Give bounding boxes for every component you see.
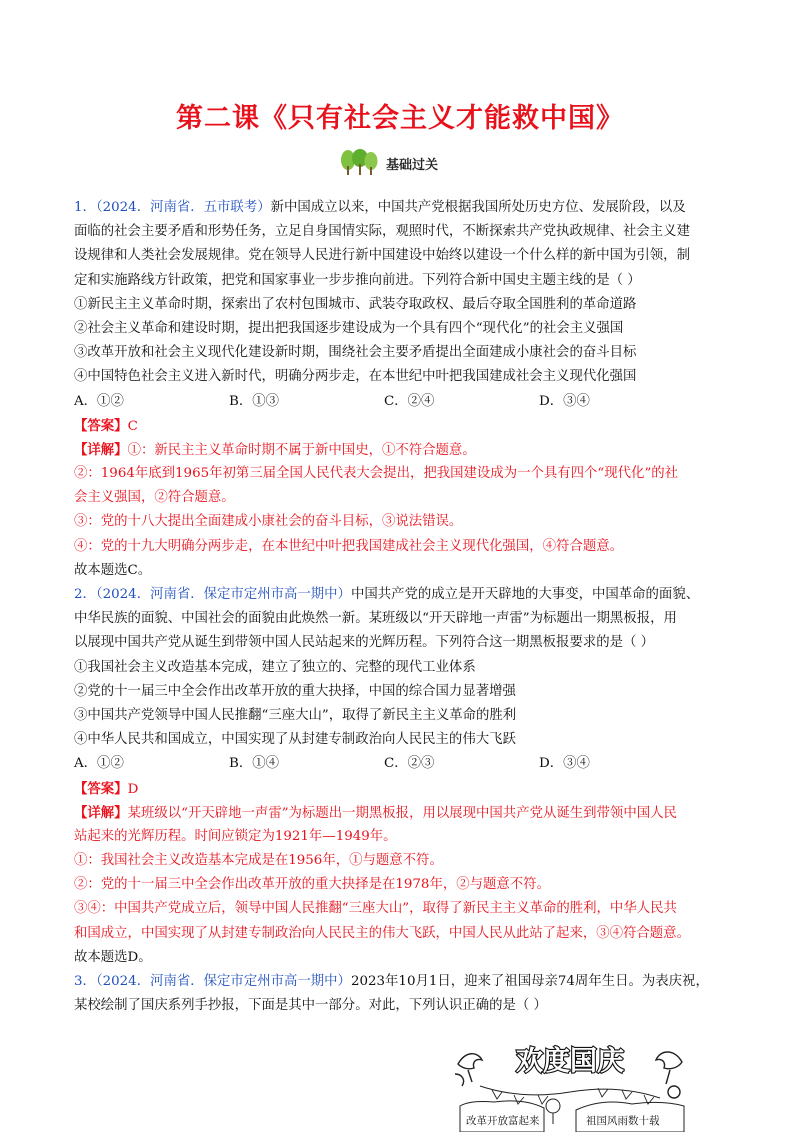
statement-item: ①新民主主义革命时期，探索出了农村包围城市、武装夺取政权、最后夺取全国胜利的革命道路: [74, 296, 637, 312]
conclusion: 故本题选D。: [74, 949, 152, 965]
balloon-icon: [546, 1099, 560, 1124]
answer-tag: 【答案】: [74, 780, 128, 797]
answer-value: C: [127, 418, 138, 434]
question-stem: 新中国成立以来，中国共产党根据我国所处历史方位、发展阶段，以及: [270, 200, 686, 215]
option-d: D．③④: [539, 756, 590, 772]
statement-item: ②党的十一届三中全会作出改革开放的重大抉择，中国的综合国力显著增强: [74, 683, 516, 699]
explanation-line: ②：1964年底到1965年初第三届全国人民代表大会提出，把我国建设成为一个具有四个“现代化”的社: [74, 466, 679, 482]
option-b: B．①④: [229, 756, 280, 772]
question-stem-first-line: [74, 583, 734, 607]
question-stem-line: 以展现中国共产党从诞生到带领中国人民站起来的光辉历程。下列符合这一期黑板报要求的是（ ）: [74, 635, 655, 651]
explanation-line: 和国成立，中国实现了从封建专制政治向人民民主的伟大飞跃，中国人民从此站了起来，③④符合题意。: [74, 925, 690, 941]
explanation-text: 某班级以“开天辟地一声雷”为标题出一期黑板报，用以展现中国共产党从诞生到带领中国人民: [127, 805, 677, 821]
answer-value: D: [127, 781, 139, 797]
explanation-line: 站起来的光辉历程。时间应锁定为1921年—1949年。: [74, 828, 397, 844]
answer-line: [74, 414, 734, 438]
question-source: （2024．河南省．保定市定州市高一期中）: [95, 587, 351, 602]
answer-tag: 【答案】: [74, 417, 128, 434]
question-stem: 中国共产党的成立是开天辟地的大事变，中国革命的面貌、: [350, 587, 700, 602]
banner-text: 欢度国庆: [516, 1046, 624, 1077]
dove-right-icon: [656, 1052, 682, 1098]
answer-options: [74, 752, 734, 776]
section-header: [338, 148, 438, 176]
option-a: A．①②: [74, 756, 124, 772]
explanation-line: ③：党的十八大提出全面建成小康社会的奋斗目标，③说法错误。: [74, 514, 463, 530]
explanation-line: ③④：中国共产党成立后，领导中国人民推翻“三座大山”，取得了新民主主义革命的胜利，中华人民共: [74, 901, 677, 917]
right-panel-text: 祖国风雨数十载: [586, 1115, 660, 1127]
option-c: C．②④: [384, 393, 435, 409]
national-day-illustration: [452, 1040, 688, 1132]
question-stem-line: 面临的社会主要矛盾和形势任务，立足自身国情实际，观照时代，不断探索共产党执政规律、社会主义建: [74, 224, 690, 240]
option-a: A．①②: [74, 393, 124, 409]
question-number: 3．: [74, 974, 96, 989]
statement-item: ②社会主义革命和建设时期，提出把我国逐步建设成为一个具有四个“现代化”的社会主义强国: [74, 320, 624, 336]
question-source: （2024．河南省．五市联考）: [95, 200, 271, 215]
explanation-text: ①：新民主主义革命时期不属于新中国史，①不符合题意。: [127, 442, 476, 458]
tree-icon: [338, 149, 382, 175]
explanation-line: ④：党的十九大明确分两步走，在本世纪中叶把我国建成社会主义现代化强国，④符合题意。: [74, 538, 624, 554]
question-stem-first-line: [74, 970, 734, 994]
detail-tag: 【详解】: [74, 441, 128, 458]
explanation-first-line: [74, 801, 734, 825]
statement-item: ①我国社会主义改造基本完成，建立了独立的、完整的现代工业体系: [74, 659, 476, 675]
question-number: 1．: [74, 200, 96, 215]
statement-item: ③中国共产党领导中国人民推翻“三座大山”，取得了新民主主义革命的胜利: [74, 707, 517, 723]
option-d: D．③④: [539, 393, 590, 409]
explanation-first-line: [74, 438, 734, 462]
answer-line: [74, 777, 734, 801]
detail-tag: 【详解】: [74, 804, 128, 821]
section-label: 基础过关: [386, 157, 439, 173]
statement-item: ③改革开放和社会主义现代化建设新时期，围绕社会主要矛盾提出全面建成小康社会的奋斗目标: [74, 345, 637, 361]
question-number: 2．: [74, 587, 96, 602]
conclusion: 故本题选C。: [74, 562, 152, 578]
question-stem-first-line: [74, 196, 734, 220]
question-1: [74, 196, 734, 583]
explanation-line: ①：我国社会主义改造基本完成是在1956年，①与题意不符。: [74, 853, 443, 869]
question-2: [74, 583, 734, 970]
option-c: C．②③: [384, 756, 435, 772]
question-3: [74, 970, 734, 1018]
statement-item: ④中国特色社会主义进入新时代，明确分两步走，在本世纪中叶把我国建成社会主义现代化强国: [74, 369, 637, 385]
left-panel-text: 改革开放富起来: [466, 1115, 540, 1127]
page-title: 第二课《只有社会主义才能救中国》: [176, 103, 624, 134]
question-stem-line: 某校绘制了国庆系列手抄报，下面是其中一部分。对此，下列认识正确的是（ ）: [74, 998, 547, 1014]
question-stem-line: 中华民族的面貌、中国社会的面貌由此焕然一新。某班级以“开天辟地一声雷”为标题出一期黑板报，用: [74, 611, 677, 627]
question-list: [74, 196, 734, 1018]
explanation-line: ②：党的十一届三中全会作出改革开放的重大抉择是在1978年，②与题意不符。: [74, 877, 550, 893]
answer-options: [74, 390, 734, 414]
statement-item: ④中华人民共和国成立，中国实现了从封建专制政治向人民民主的伟大飞跃: [74, 732, 516, 748]
dove-left-icon: [455, 1054, 482, 1086]
question-stem: 2023年10月1日，迎来了祖国母亲74周年生日。为表庆祝，: [350, 974, 709, 989]
question-stem-line: 设规律和人类社会发展规律。党在领导人民进行新中国建设中始终以建设一个什么样的新中国为引领，制: [74, 248, 690, 264]
question-stem-line: 定和实施路线方针政策，把党和国家事业一步步推向前进。下列符合新中国史主题主线的是（ ）: [74, 272, 641, 288]
question-source: （2024．河南省．保定市定州市高一期中）: [95, 974, 351, 989]
option-b: B．①③: [229, 393, 280, 409]
explanation-line: 会主义强国，②符合题意。: [74, 490, 235, 506]
